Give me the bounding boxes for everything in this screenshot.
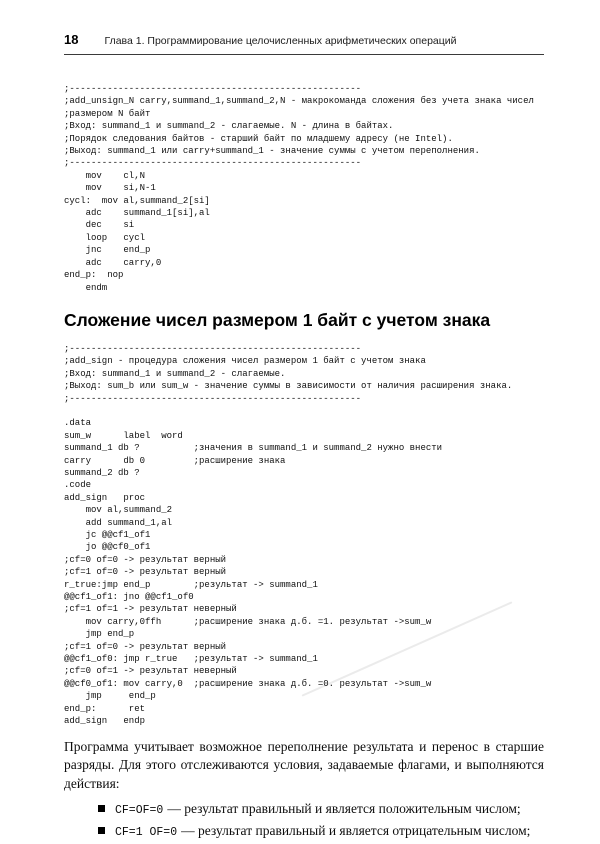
code-line: add summand_1,al	[64, 517, 173, 528]
code-line: ;cf=0 of=1 -> результат неверный	[64, 666, 237, 677]
code-line: add_sign endp	[64, 716, 146, 727]
code-line: r_true:jmp end_p ;результат -> summand_1	[64, 579, 318, 590]
code-line: ;Вход: summand_1 и summand_2 - слагаемые.	[64, 368, 286, 379]
code-line: jmp end_p	[64, 629, 135, 640]
code-line: summand_2 db ?	[64, 467, 140, 478]
code-line: ;add_unsign_N carry,summand_1,summand_2,N - макрокоманда сложения без учета знака чисел	[64, 96, 534, 107]
code-line: jo @@cf0_of1	[64, 542, 151, 553]
code-line: adc summand_1[si],al	[64, 208, 210, 219]
code-line: mov cl,N	[64, 170, 146, 181]
code-line: .data	[64, 418, 92, 429]
code-line: ;------------------------------------------------------	[64, 393, 362, 404]
code-line: loop cycl	[64, 232, 146, 243]
bullet-square-icon	[98, 827, 105, 834]
code-line: ;Вход: summand_1 и summand_2 - слагаемые. N - длина в байтах.	[64, 121, 394, 132]
page-header	[64, 32, 544, 55]
code-line: mov al,summand_2	[64, 505, 173, 516]
code-line: ;cf=1 of=0 -> результат верный	[64, 641, 227, 652]
code-line: endm	[64, 282, 108, 293]
code-line: .code	[64, 480, 92, 491]
bullet-square-icon	[98, 805, 105, 812]
code-line: @@cf0_of1: mov carry,0 ;расширение знака д.б. =0. результат ->sum_w	[64, 678, 432, 689]
code-line: summand_1 db ? ;значения в summand_1 и summand_2 нужно внести	[64, 443, 443, 454]
chapter-title: Глава 1. Программирование целочисленных арифметических операций	[104, 35, 457, 47]
code-line: ;cf=1 of=1 -> результат неверный	[64, 604, 237, 615]
code-line: dec si	[64, 220, 135, 231]
code-line: cycl: mov al,summand_2[si]	[64, 195, 210, 206]
bullet-text: — результат правильный и является положительным числом;	[167, 801, 521, 816]
code-line: ;cf=1 of=0 -> результат верный	[64, 567, 227, 578]
bullet-item	[98, 799, 544, 821]
code-line: adc carry,0	[64, 257, 162, 268]
bullet-list	[64, 799, 544, 843]
bullet-item	[98, 821, 544, 843]
code-line: add_sign proc	[64, 492, 146, 503]
code-block-macro-add-unsign	[64, 83, 544, 294]
code-block-proc-add-sign	[64, 343, 544, 728]
code-line: sum_w label word	[64, 430, 183, 441]
code-line: mov si,N-1	[64, 183, 156, 194]
bullet-flags: CF=1 OF=0	[115, 826, 178, 839]
body-paragraph: Программа учитывает возможное переполнение результата и перенос в старшие разряды. Для этого отслеживаются условия, задаваемые флагами, и выполняются действия:	[64, 738, 544, 791]
bullet-text: — результат правильный и является отрицательным числом;	[181, 823, 531, 838]
code-line: ;add_sign - процедура сложения чисел размером 1 байт с учетом знака	[64, 356, 426, 367]
code-line: ;Выход: summand_1 или carry+summand_1 - значение суммы с учетом переполнения.	[64, 146, 480, 157]
code-line: ;Выход: sum_b или sum_w - значение суммы в зависимости от наличия расширения знака.	[64, 381, 513, 392]
code-line: ;Порядок следования байтов - старший байт по младшему адресу (не Intel).	[64, 133, 453, 144]
code-line: @@cf1_of1: jno @@cf1_of0	[64, 592, 194, 603]
code-line: end_p: nop	[64, 270, 124, 281]
code-line: ;------------------------------------------------------	[64, 84, 362, 94]
code-line: jmp end_p	[64, 691, 156, 702]
code-line: end_p: ret	[64, 703, 146, 714]
code-line: carry db 0 ;расширение знака	[64, 455, 286, 466]
page-number: 18	[64, 32, 79, 47]
code-line: ;------------------------------------------------------	[64, 343, 362, 354]
code-line: ;cf=0 of=0 -> результат верный	[64, 554, 227, 565]
code-line	[64, 405, 544, 417]
bullet-flags: CF=OF=0	[115, 804, 164, 817]
code-line: ;размером N байт	[64, 108, 151, 119]
code-line: ;------------------------------------------------------	[64, 158, 362, 169]
code-line: @@cf1_of0: jmp r_true ;результат -> summand_1	[64, 654, 318, 665]
section-heading: Сложение чисел размером 1 байт с учетом знака	[64, 309, 491, 330]
code-line: mov carry,0ffh ;расширение знака д.б. =1. результат ->sum_w	[64, 616, 432, 627]
code-line: jnc end_p	[64, 245, 151, 256]
code-line: jc @@cf1_of1	[64, 530, 151, 540]
